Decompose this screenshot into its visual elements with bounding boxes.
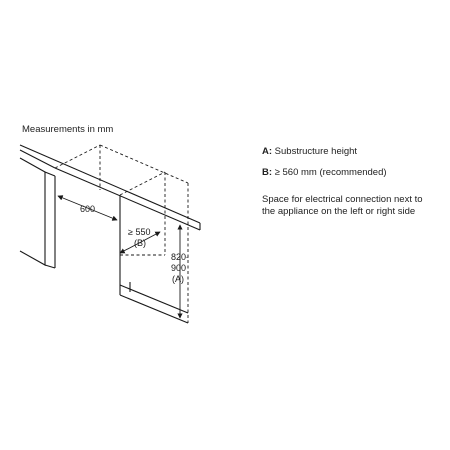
legend-a-key: A:: [262, 146, 273, 157]
legend-b-text: ≥ 560 mm (recommended): [272, 167, 387, 178]
left-cabinet: [20, 158, 55, 268]
height-label-line2: 900: [171, 263, 187, 273]
electrical-note-line1: Space for electrical connection next to: [262, 194, 423, 205]
measurements-caption: Measurements in mm: [22, 124, 114, 135]
countertop-back-edge: [20, 145, 200, 223]
niche-top-right: [120, 172, 165, 195]
legend-a-text: Substructure height: [272, 146, 358, 157]
dimension-height: [171, 225, 189, 318]
dimension-width: [58, 196, 117, 220]
countertop-front-edge: [55, 168, 200, 230]
depth-key: (B): [134, 238, 146, 248]
height-label-line1: 820-: [171, 252, 190, 262]
height-key: (A): [172, 274, 184, 284]
niche-top-back: [100, 145, 188, 183]
niche-top-left: [55, 145, 100, 168]
dimension-depth: [120, 227, 160, 253]
depth-value: ≥ 550: [128, 227, 151, 237]
left-cabinet-bottom: [45, 265, 55, 268]
left-cabinet-outline: [20, 158, 45, 265]
electrical-note-line2: the appliance on the left or right side: [262, 205, 416, 217]
niche-dashed-box: [55, 145, 188, 323]
legend-b-key: B:: [262, 167, 273, 178]
width-label: 600: [80, 204, 96, 214]
left-cabinet-top-edge: [45, 172, 55, 176]
